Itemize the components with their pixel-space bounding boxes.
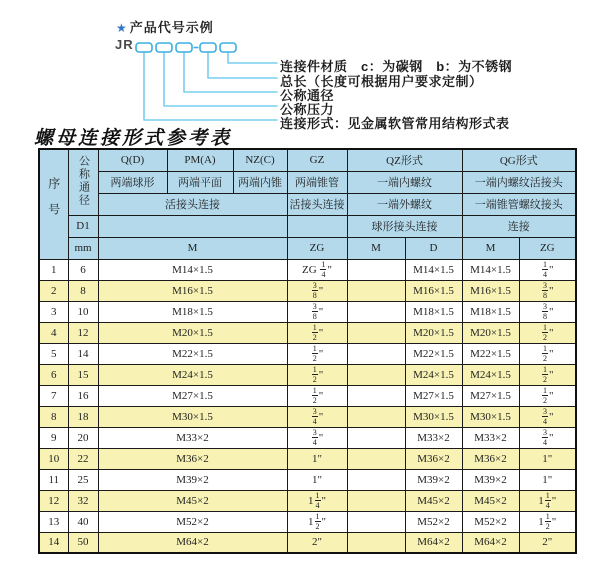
table-cell: 2" — [519, 532, 576, 553]
table-cell: M36×2 — [462, 448, 519, 469]
table-row — [39, 532, 576, 553]
fraction-value: $\frac{1}{4}$ — [543, 259, 548, 279]
table-cell: 1 — [39, 259, 68, 280]
table-cell: $\frac{1}{2}$ " — [287, 364, 347, 385]
header-qd-desc: 两端球形 — [98, 171, 167, 193]
table-cell: $\frac{1}{2}$ " — [519, 385, 576, 406]
header-pm: PM(A) — [167, 149, 233, 171]
table-cell: 6 — [39, 364, 68, 385]
table-cell: M22×1.5 — [98, 343, 287, 364]
table-cell: 12 — [39, 490, 68, 511]
fraction-value: $\frac{3}{8}$ — [312, 280, 317, 300]
table-cell: 50 — [68, 532, 98, 553]
table-row — [39, 406, 576, 427]
table-row — [39, 364, 576, 385]
fraction-value: $\frac{1}{2}$ — [312, 385, 317, 405]
header-row-4 — [39, 215, 576, 237]
header-qd: Q(D) — [98, 149, 167, 171]
header-d1: D1 — [68, 215, 98, 237]
header-qz-desc2: 一端外螺纹 — [347, 193, 462, 215]
table-cell — [347, 364, 405, 385]
table-cell: 5 — [39, 343, 68, 364]
header-pm-desc: 两端平面 — [167, 171, 233, 193]
fraction-value: $\frac{3}{8}$ — [543, 301, 548, 321]
header-qg-zg: ZG — [519, 237, 576, 259]
header-row-3 — [39, 193, 576, 215]
table-cell: 8 — [68, 280, 98, 301]
table-cell: $\frac{3}{4}$ " — [287, 427, 347, 448]
table-row — [39, 301, 576, 322]
fraction-value: $\frac{1}{2}$ — [315, 511, 320, 531]
table-cell: M14×1.5 — [462, 259, 519, 280]
table-cell: M24×1.5 — [462, 364, 519, 385]
table-cell: 22 — [68, 448, 98, 469]
table-cell — [347, 511, 405, 532]
header-qg-m: M — [462, 237, 519, 259]
table-row — [39, 343, 576, 364]
table-row — [39, 322, 576, 343]
header-gz-desc: 两端锥管 — [287, 171, 347, 193]
table-cell: $\frac{3}{4}$ " — [519, 406, 576, 427]
code-box — [220, 43, 236, 52]
table-row — [39, 448, 576, 469]
header-nz-desc: 两端内锥 — [233, 171, 287, 193]
fraction-value: $\frac{3}{4}$ — [543, 406, 548, 426]
table-cell: M24×1.5 — [405, 364, 462, 385]
table-cell — [347, 532, 405, 553]
table-cell: 12 — [68, 322, 98, 343]
table-cell — [347, 343, 405, 364]
table-cell: M22×1.5 — [462, 343, 519, 364]
table-cell: M39×2 — [462, 469, 519, 490]
table-cell: M52×2 — [405, 511, 462, 532]
table-cell: M30×1.5 — [98, 406, 287, 427]
table-cell: M22×1.5 — [405, 343, 462, 364]
table-cell: 4 — [39, 322, 68, 343]
code-label-pressure: 公称压力 — [280, 102, 335, 117]
table-cell: ZG $\frac{1}{4}$ " — [287, 259, 347, 280]
fraction-value: $\frac{1}{4}$ — [321, 259, 326, 279]
table-cell: 40 — [68, 511, 98, 532]
connector-line — [184, 52, 277, 92]
table-cell: 10 — [68, 301, 98, 322]
table-cell: 20 — [68, 427, 98, 448]
table-row — [39, 280, 576, 301]
table-cell: M30×1.5 — [405, 406, 462, 427]
connector-line — [164, 52, 277, 106]
table-cell: M39×2 — [98, 469, 287, 490]
table-row — [39, 490, 576, 511]
table-row — [39, 385, 576, 406]
table-cell: M20×1.5 — [405, 322, 462, 343]
table-cell: 1" — [519, 448, 576, 469]
diagram-title-text: 产品代号示例 — [129, 20, 214, 35]
table-cell: M16×1.5 — [98, 280, 287, 301]
table-row — [39, 469, 576, 490]
table-cell: 6 — [68, 259, 98, 280]
table-cell — [347, 406, 405, 427]
header-qz: QZ形式 — [347, 149, 462, 171]
table-cell: 1" — [287, 469, 347, 490]
table-cell: $\frac{3}{8}$ " — [519, 301, 576, 322]
table-cell — [347, 427, 405, 448]
fraction-value: $\frac{3}{4}$ — [312, 406, 317, 426]
header-nz: NZ(C) — [233, 149, 287, 171]
table-cell: 11 — [39, 469, 68, 490]
table-cell: 16 — [68, 385, 98, 406]
table-cell: 18 — [68, 406, 98, 427]
code-box — [156, 43, 172, 52]
table-row — [39, 427, 576, 448]
table-cell: 1" — [287, 448, 347, 469]
header-mm: mm — [68, 237, 98, 259]
code-label-length: 总长（长度可根据用户要求定制） — [280, 74, 483, 89]
table-cell: $\frac{3}{8}$ " — [287, 280, 347, 301]
table-cell: M18×1.5 — [98, 301, 287, 322]
fraction-value: $\frac{1}{4}$ — [315, 490, 320, 510]
table-cell: M64×2 — [462, 532, 519, 553]
product-code-diagram — [0, 0, 600, 130]
table-cell: M20×1.5 — [98, 322, 287, 343]
header-union-desc: 活接头连接 — [98, 193, 287, 215]
table-cell: M64×2 — [405, 532, 462, 553]
table-cell: 1 $\frac{1}{4}$ " — [287, 490, 347, 511]
table-cell: M14×1.5 — [405, 259, 462, 280]
fraction-value: $\frac{3}{8}$ — [312, 301, 317, 321]
table-cell — [347, 490, 405, 511]
table-cell — [347, 301, 405, 322]
table-cell: $\frac{1}{4}$ " — [519, 259, 576, 280]
fraction-value: $\frac{1}{2}$ — [545, 511, 550, 531]
table-header — [39, 149, 576, 259]
table-cell: 25 — [68, 469, 98, 490]
header-empty-cell — [98, 215, 287, 237]
header-qg: QG形式 — [462, 149, 576, 171]
star-icon: ★ — [116, 21, 128, 35]
fraction-value: $\frac{1}{2}$ — [543, 385, 548, 405]
table-cell: M36×2 — [98, 448, 287, 469]
table-cell: 1 $\frac{1}{2}$ " — [519, 511, 576, 532]
table-cell: 3 — [39, 301, 68, 322]
table-cell — [347, 448, 405, 469]
fraction-value: $\frac{1}{2}$ — [543, 343, 548, 363]
code-box — [200, 43, 216, 52]
header-gz: GZ — [287, 149, 347, 171]
header-qg-desc2: 一端锥管螺纹接头 — [462, 193, 576, 215]
header-zg-gz: ZG — [287, 237, 347, 259]
table-cell: 2" — [287, 532, 347, 553]
table-cell: 1 $\frac{1}{4}$ " — [519, 490, 576, 511]
table-cell: 1 $\frac{1}{2}$ " — [287, 511, 347, 532]
table-cell: $\frac{1}{2}$ " — [519, 322, 576, 343]
table-cell — [347, 280, 405, 301]
table-cell — [347, 259, 405, 280]
table-cell — [347, 385, 405, 406]
table-cell: M16×1.5 — [405, 280, 462, 301]
header-m-main: M — [98, 237, 287, 259]
table-cell: 8 — [39, 406, 68, 427]
table-cell: $\frac{1}{2}$ " — [519, 343, 576, 364]
header-qz-d: D — [405, 237, 462, 259]
table-cell: 14 — [68, 343, 98, 364]
code-box — [136, 43, 152, 52]
table-cell: 32 — [68, 490, 98, 511]
table-cell: M64×2 — [98, 532, 287, 553]
fraction-value: $\frac{3}{4}$ — [543, 427, 548, 447]
table-cell: M33×2 — [98, 427, 287, 448]
header-diameter: 公称通径 — [68, 149, 98, 215]
header-row-1 — [39, 149, 576, 171]
header-serial: 序号 — [39, 149, 68, 259]
fraction-value: $\frac{1}{2}$ — [312, 322, 317, 342]
table-cell: M39×2 — [405, 469, 462, 490]
table-cell: M16×1.5 — [462, 280, 519, 301]
fraction-value: $\frac{1}{4}$ — [545, 490, 550, 510]
table-cell: M14×1.5 — [98, 259, 287, 280]
table-cell: M33×2 — [405, 427, 462, 448]
code-label-diameter: 公称通径 — [280, 88, 335, 103]
table-cell: M52×2 — [98, 511, 287, 532]
header-row-5 — [39, 237, 576, 259]
table-cell: 10 — [39, 448, 68, 469]
table-cell: M30×1.5 — [462, 406, 519, 427]
fraction-value: $\frac{3}{8}$ — [543, 280, 548, 300]
table-cell — [347, 469, 405, 490]
table-cell: $\frac{1}{2}$ " — [287, 343, 347, 364]
header-gz-desc2: 活接头连接 — [287, 193, 347, 215]
connector-line — [208, 52, 277, 78]
table-cell: M45×2 — [405, 490, 462, 511]
table-cell: M27×1.5 — [405, 385, 462, 406]
fraction-value: $\frac{1}{2}$ — [312, 364, 317, 384]
diagram-title — [116, 17, 214, 36]
code-label-connection: 连接形式：见金属软管常用结构形式表 — [280, 116, 510, 131]
nut-connection-table — [38, 148, 577, 554]
table-cell: $\frac{3}{8}$ " — [287, 301, 347, 322]
code-box — [176, 43, 192, 52]
table-cell: M33×2 — [462, 427, 519, 448]
header-row-2 — [39, 171, 576, 193]
table-cell: M36×2 — [405, 448, 462, 469]
table-cell: M20×1.5 — [462, 322, 519, 343]
table-cell: $\frac{1}{2}$ " — [287, 385, 347, 406]
table-cell: 15 — [68, 364, 98, 385]
table-cell: M18×1.5 — [405, 301, 462, 322]
table-cell: $\frac{3}{4}$ " — [287, 406, 347, 427]
table-cell: M18×1.5 — [462, 301, 519, 322]
table-cell: M45×2 — [98, 490, 287, 511]
table-cell: 7 — [39, 385, 68, 406]
table-cell: 2 — [39, 280, 68, 301]
header-qz-desc3: 球形接头连接 — [347, 215, 462, 237]
header-qz-m: M — [347, 237, 405, 259]
table-cell: 13 — [39, 511, 68, 532]
table-cell: 9 — [39, 427, 68, 448]
table-cell: $\frac{1}{2}$ " — [519, 364, 576, 385]
fraction-value: $\frac{1}{2}$ — [543, 322, 548, 342]
code-label-material: 连接件材质 c：为碳钢 b：为不锈钢 — [280, 59, 513, 74]
table-cell: 14 — [39, 532, 68, 553]
fraction-value: $\frac{1}{2}$ — [312, 343, 317, 363]
product-code-prefix: JR — [115, 37, 134, 52]
table-cell: M52×2 — [462, 511, 519, 532]
table-cell: M24×1.5 — [98, 364, 287, 385]
header-qg-desc1: 一端内螺纹活接头 — [462, 171, 576, 193]
header-qz-desc1: 一端内螺纹 — [347, 171, 462, 193]
connector-line — [228, 52, 277, 63]
table-title: 螺母连接形式参考表 — [34, 128, 233, 149]
table-body — [39, 259, 576, 553]
fraction-value: $\frac{3}{4}$ — [312, 427, 317, 447]
table-row — [39, 259, 576, 280]
table-cell: M27×1.5 — [98, 385, 287, 406]
table-cell: $\frac{3}{4}$ " — [519, 427, 576, 448]
table-row — [39, 511, 576, 532]
table-cell: M27×1.5 — [462, 385, 519, 406]
header-empty-cell — [287, 215, 347, 237]
fraction-value: $\frac{1}{2}$ — [543, 364, 548, 384]
header-qg-desc3: 连接 — [462, 215, 576, 237]
table-cell: $\frac{1}{2}$ " — [287, 322, 347, 343]
table-cell: 1" — [519, 469, 576, 490]
table-cell: $\frac{3}{8}$ " — [519, 280, 576, 301]
table-cell — [347, 322, 405, 343]
table-cell: M45×2 — [462, 490, 519, 511]
